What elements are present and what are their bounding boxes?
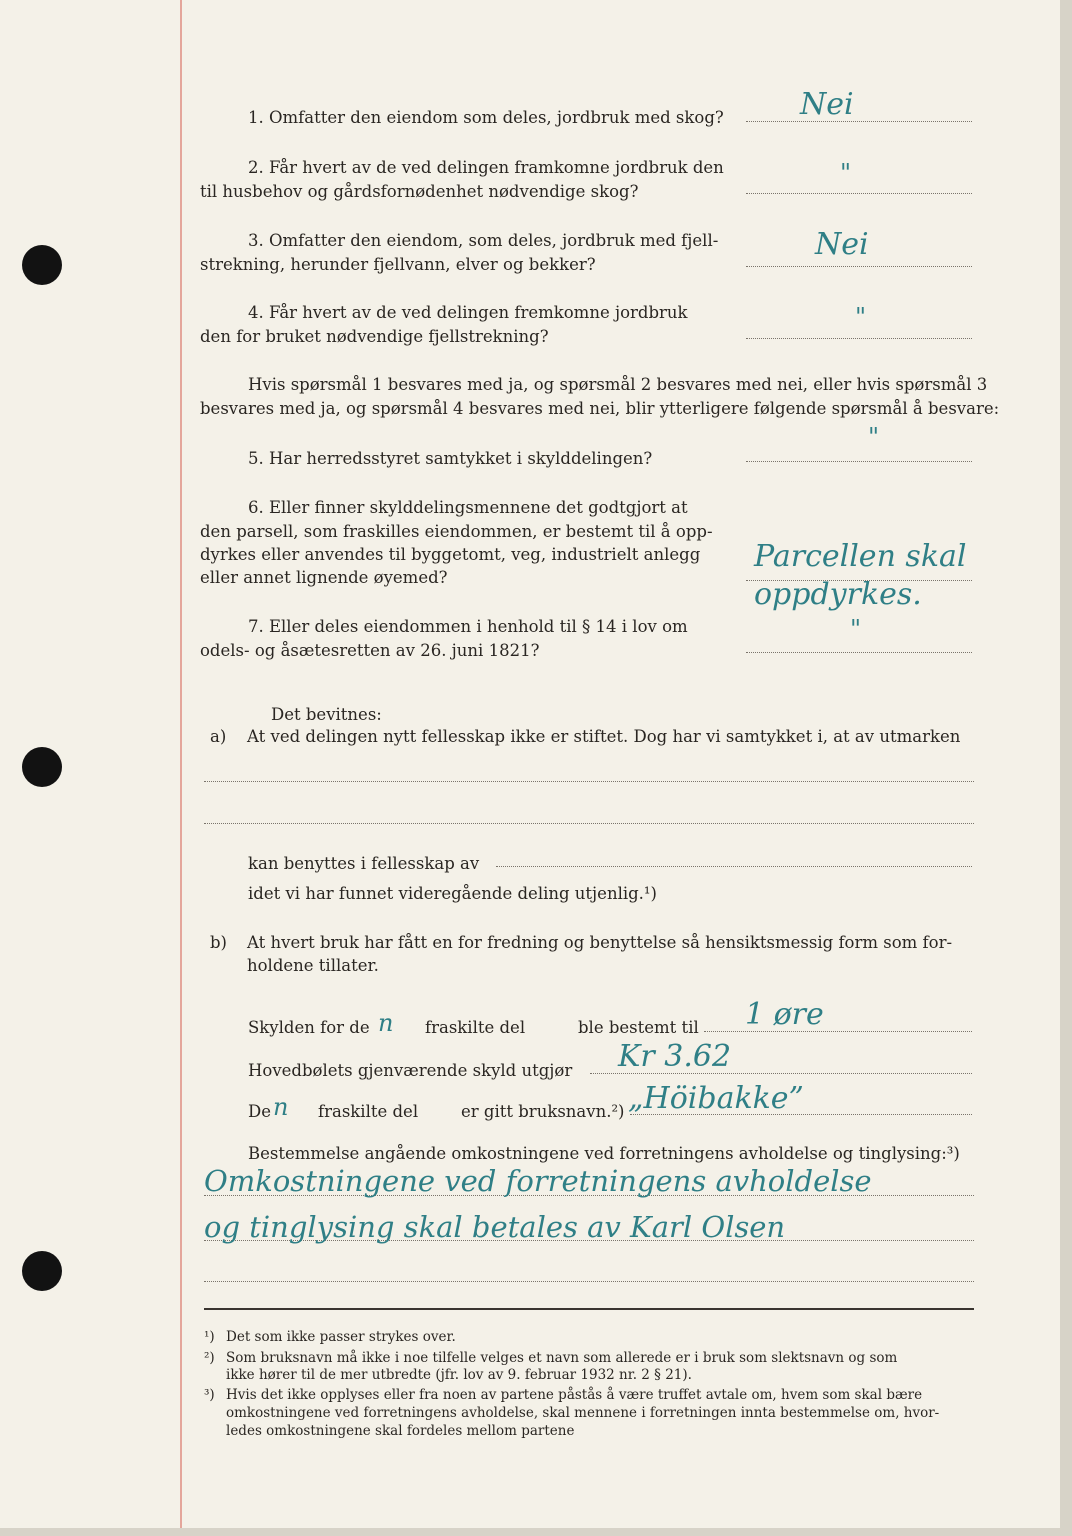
certify-b-label: b) [210, 933, 227, 952]
question-4-line-2: den for bruket nødvendige fjellstrekning? [200, 327, 549, 346]
answer-line-3 [746, 266, 972, 267]
footnote-2-mark: ²) [204, 1350, 215, 1366]
page-edge [1060, 0, 1072, 1536]
footnote-1: Det som ikke passer strykes over. [226, 1329, 456, 1345]
answer-line-7 [746, 652, 972, 653]
certify-b-line-2: holdene tillater. [247, 956, 379, 975]
certify-heading: Det bevitnes: [271, 705, 382, 724]
bruksnavn-label: er gitt bruksnavn.²) [461, 1102, 625, 1121]
condition-line-1: Hvis spørsmål 1 besvares med ja, og spørsmål 2 besvares med nei, eller hvis spørsmål 3 [248, 375, 988, 394]
certify-a-label: a) [210, 727, 227, 746]
skylden-bestemt: ble bestemt til [578, 1018, 699, 1037]
punch-hole [22, 1251, 62, 1291]
question-1: 1. Omfatter den eiendom som deles, jordbruk med skog? [248, 108, 724, 127]
utmark-line-2 [204, 823, 974, 824]
skylden-value: 1 øre [745, 997, 824, 1032]
question-6-line-2: den parsell, som fraskilles eiendommen, er bestemt til å opp- [200, 522, 713, 541]
skylden-suffix: fraskilte del [425, 1018, 526, 1037]
shared-use-line [496, 866, 972, 867]
answer-1: Nei [800, 87, 854, 122]
question-5: 5. Har herredsstyret samtykket i skylddelingen? [248, 449, 653, 468]
answer-6-line-1: Parcellen skal [754, 539, 967, 574]
answer-line-4 [746, 338, 972, 339]
footnote-separator [204, 1308, 974, 1310]
certify-b-line-1: At hvert bruk har fått en for fredning og benyttelse så hensiktsmessig form som for- [247, 933, 953, 952]
answer-3: Nei [815, 227, 869, 262]
shared-use-label: kan benyttes i fellesskap av [248, 854, 480, 873]
utmark-line-1 [204, 781, 974, 782]
costs-label: Bestemmelse angående omkostningene ved forretningens avholdelse og tinglysing:³) [248, 1144, 960, 1163]
question-3-line-2: strekning, herunder fjellvann, elver og bekker? [200, 255, 596, 274]
footnote-3-line-1: Hvis det ikke opplyses eller fra noen av partene påstås å være truffet avtale om, hvem som skal bære [226, 1387, 923, 1403]
margin-line [180, 0, 182, 1528]
footnote-3-mark: ³) [204, 1387, 215, 1403]
skylden-handwritten-n: n [378, 1009, 394, 1037]
punch-hole [22, 245, 62, 285]
footnote-1-mark: ¹) [204, 1329, 215, 1345]
bruksnavn-value: „Höibakke” [628, 1081, 804, 1116]
question-7-line-2: odels- og åsætesretten av 26. juni 1821? [200, 641, 540, 660]
answer-2: " [840, 159, 852, 187]
justification: idet vi har funnet videregående deling utjenlig.¹) [248, 884, 657, 903]
costs-handwritten-line-2: og tinglysing skal betales av Karl Olsen [204, 1210, 786, 1244]
footnote-3-line-2: omkostningene ved forretningens avholdelse, skal mennene i forretningen innta bestemmelse om, hvor- [226, 1405, 940, 1421]
answer-line-1 [746, 121, 972, 122]
hovedbol-label: Hovedbølets gjenværende skyld utgjør [248, 1061, 573, 1080]
question-4-line-1: 4. Får hvert av de ved delingen fremkomne jordbruk [248, 303, 688, 322]
question-6-line-4: eller annet lignende øyemed? [200, 568, 448, 587]
bruksnavn-mid: fraskilte del [318, 1102, 419, 1121]
bruksnavn-handwritten-n: n [273, 1093, 289, 1121]
answer-4: " [855, 303, 867, 331]
condition-line-2: besvares med ja, og spørsmål 4 besvares med nei, blir ytterligere følgende spørsmål å besvare: [200, 399, 1000, 418]
page-bottom-edge [0, 1528, 1072, 1536]
costs-handwritten-line-1: Omkostningene ved forretningens avholdelse [204, 1164, 872, 1198]
answer-line-2 [746, 193, 972, 194]
answer-7: " [850, 615, 862, 643]
footnote-2-line-1: Som bruksnavn må ikke i noe tilfelle velges et navn som allerede er i bruk som slektsnavn og som [226, 1350, 898, 1366]
footnote-2-line-2: ikke hører til de mer utbredte (jfr. lov av 9. februar 1932 nr. 2 § 21). [226, 1367, 692, 1383]
question-6-line-3: dyrkes eller anvendes til byggetomt, veg, industrielt anlegg [200, 545, 701, 564]
punch-hole [22, 747, 62, 787]
skylden-prefix: Skylden for de [248, 1018, 370, 1037]
footnote-3-line-3: ledes omkostningene skal fordeles mellom partene [226, 1423, 575, 1439]
question-3-line-1: 3. Omfatter den eiendom, som deles, jordbruk med fjell- [248, 231, 719, 250]
question-6-line-1: 6. Eller finner skylddelingsmennene det godtgjort at [248, 498, 688, 517]
answer-line-5 [746, 461, 972, 462]
hovedbol-value: Kr 3.62 [618, 1039, 732, 1074]
answer-5: " [868, 423, 880, 451]
question-2-line-2: til husbehov og gårdsfornødenhet nødvendige skog? [200, 182, 639, 201]
answer-6-line-2: oppdyrkes. [754, 577, 922, 612]
costs-line-3 [204, 1281, 974, 1282]
question-7-line-1: 7. Eller deles eiendommen i henhold til § 14 i lov om [248, 617, 688, 636]
certify-a-text: At ved delingen nytt fellesskap ikke er stiftet. Dog har vi samtykket i, at av utmarken [247, 727, 961, 746]
question-2-line-1: 2. Får hvert av de ved delingen framkomne jordbruk den [248, 158, 724, 177]
bruksnavn-prefix: De [248, 1102, 271, 1121]
